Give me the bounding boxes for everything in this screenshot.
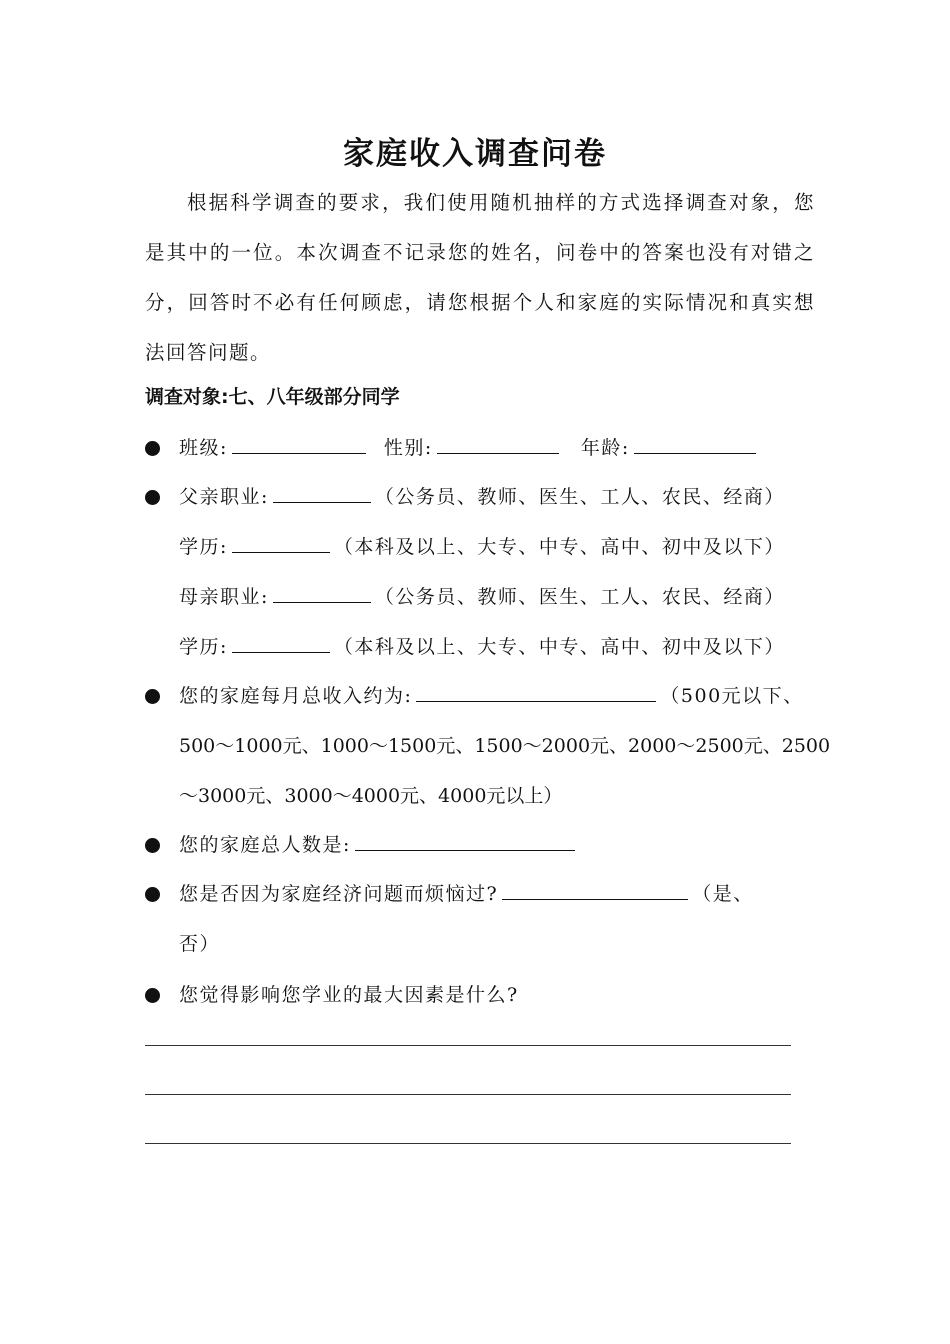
basic-info-row [179, 433, 760, 463]
income-options-row-3: ～3000元、3000～4000元、4000元以上） [179, 785, 563, 807]
gender-label: 性别: [383, 437, 433, 459]
survey-subject: 调查对象:七、八年级部分同学 [145, 386, 400, 408]
bullet-icon [145, 441, 160, 456]
mother-job-label: 母亲职业: [179, 586, 269, 608]
job-options: （公务员、教师、医生、工人、农民、经商） [374, 586, 785, 608]
bullet-icon [145, 838, 160, 853]
income-question: 您的家庭每月总收入约为: [179, 685, 413, 707]
age-label: 年龄: [580, 437, 630, 459]
bullet-icon [145, 689, 160, 704]
education-options: （本科及以上、大专、中专、高中、初中及以下） [333, 636, 785, 658]
bullet-icon [145, 490, 160, 505]
father-job-row [179, 482, 785, 512]
bullet-icon [145, 887, 160, 902]
job-options: （公务员、教师、医生、工人、农民、经商） [374, 486, 785, 508]
worry-row [179, 879, 754, 909]
education-label: 学历: [179, 536, 228, 558]
income-blank[interactable] [416, 681, 656, 702]
worry-question: 您是否因为家庭经济问题而烦恼过? [179, 883, 499, 905]
education-label: 学历: [179, 636, 228, 658]
income-options-1: （500元以下、 [660, 685, 804, 707]
gender-blank[interactable] [437, 433, 559, 454]
mother-job-blank[interactable] [273, 582, 371, 603]
mother-education-row [179, 632, 785, 662]
household-row [179, 830, 579, 860]
mother-job-row [179, 582, 785, 612]
intro-paragraph: 根据科学调查的要求，我们使用随机抽样的方式选择调查对象，您是其中的一位。本次调查不记录您的姓名，问卷中的答案也没有对错之分，回答时不必有任何顾虑，请您根据个人和家庭的实际情况和真实想法回答问题。 [145, 191, 815, 364]
answer-line[interactable] [145, 1045, 791, 1046]
household-blank[interactable] [355, 830, 575, 851]
class-blank[interactable] [232, 433, 366, 454]
mother-education-blank[interactable] [232, 632, 330, 653]
father-education-blank[interactable] [232, 532, 330, 553]
worry-blank[interactable] [502, 879, 688, 900]
age-blank[interactable] [634, 433, 756, 454]
father-job-blank[interactable] [273, 482, 371, 503]
income-options-row-2: 500～1000元、1000～1500元、1500～2000元、2000～2500元、2500 [179, 735, 831, 757]
worry-options-1: （是、 [692, 883, 754, 905]
answer-line[interactable] [145, 1143, 791, 1144]
bullet-icon [145, 988, 160, 1003]
answer-line[interactable] [145, 1094, 791, 1095]
father-education-row [179, 532, 785, 562]
page-title: 家庭收入调查问卷 [343, 136, 607, 172]
income-row [179, 681, 804, 711]
worry-options-row-2: 否） [179, 933, 221, 955]
class-label: 班级: [179, 437, 228, 459]
father-job-label: 父亲职业: [179, 486, 269, 508]
household-question: 您的家庭总人数是: [179, 834, 351, 856]
education-options: （本科及以上、大专、中专、高中、初中及以下） [333, 536, 785, 558]
factor-question: 您觉得影响您学业的最大因素是什么? [179, 984, 519, 1006]
